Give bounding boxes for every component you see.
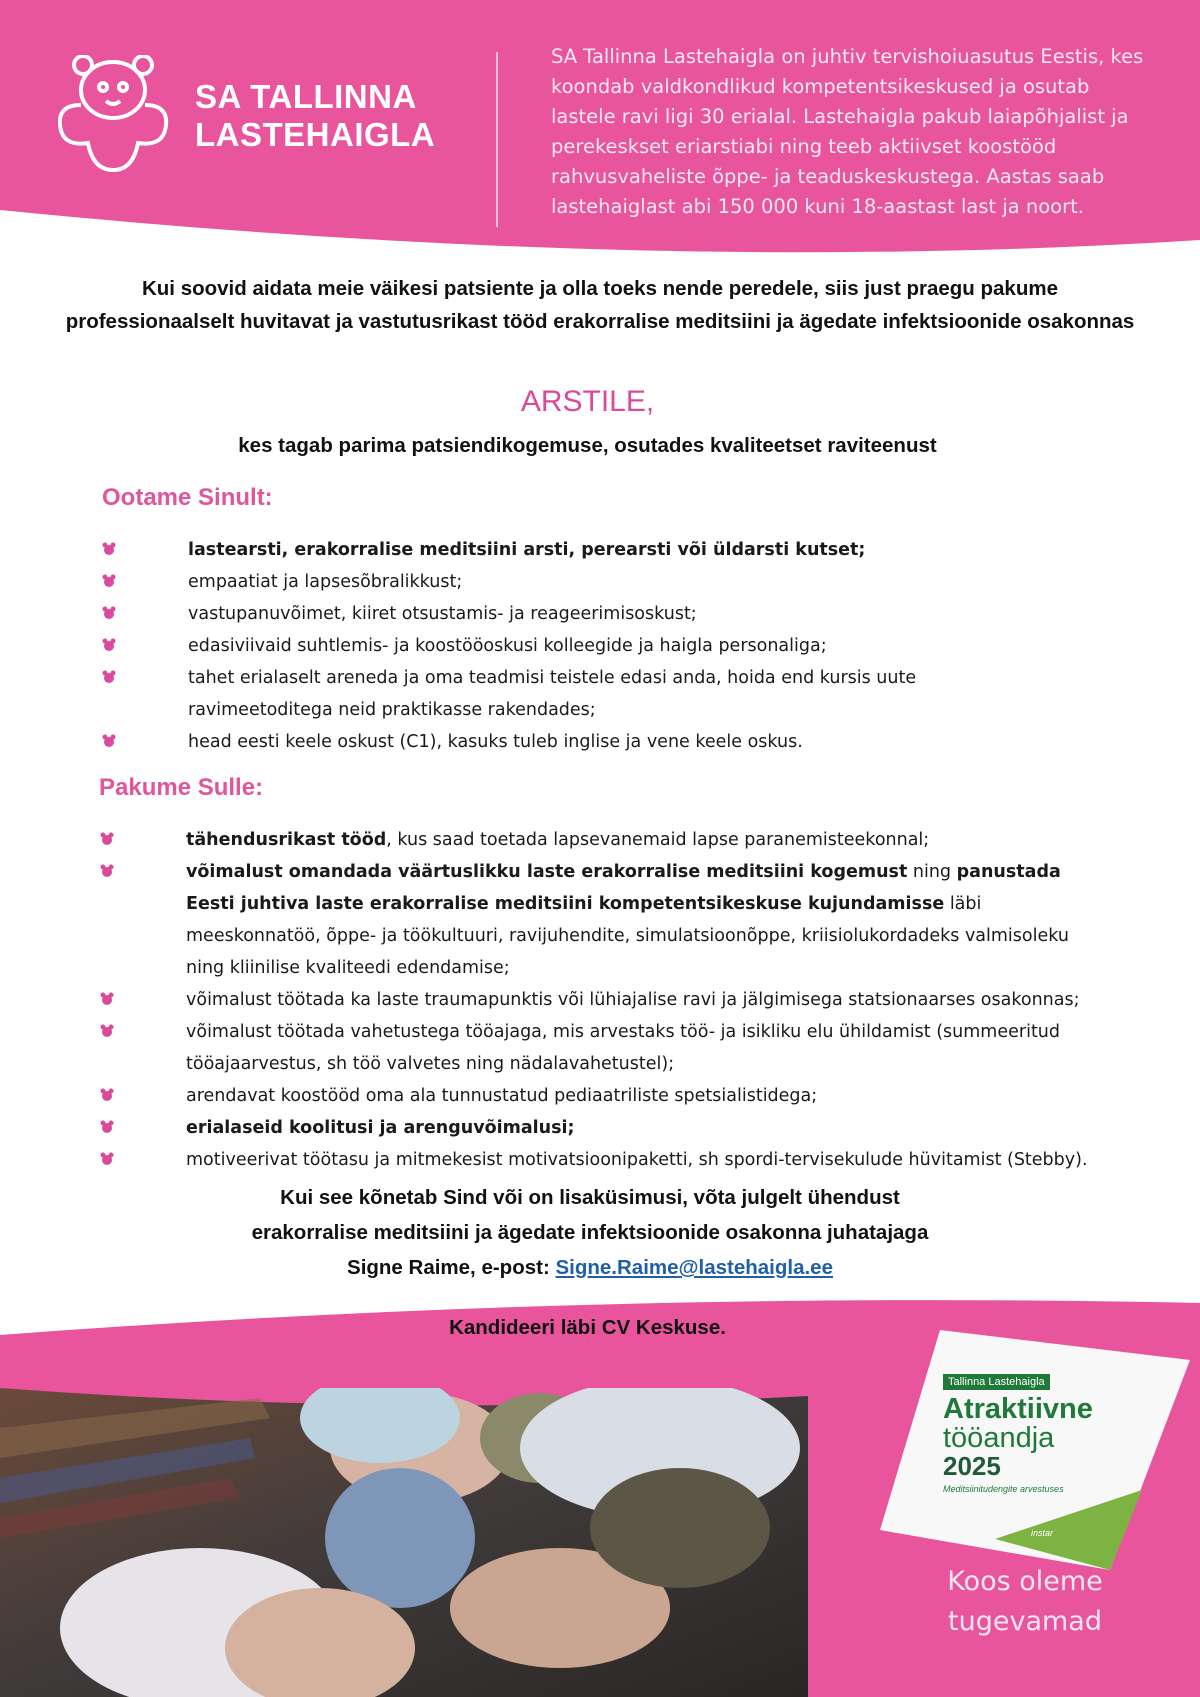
- list-item: [100, 824, 1110, 856]
- bear-bullet-icon: [100, 992, 114, 1006]
- logo-text: [195, 78, 435, 154]
- bear-bullet-icon: [100, 864, 114, 878]
- offer-text: , kus saad toetada lapsevanemaid lapse paranemisteekonnal;: [386, 830, 930, 850]
- list-item: [102, 534, 982, 566]
- contact-line-2: erakorralise meditsiini ja ägedate infektsioonide osakonna juhatajaga: [251, 1221, 929, 1244]
- bear-bullet-icon: [102, 670, 116, 684]
- bear-bullet-icon: [102, 606, 116, 620]
- badge-note: Meditsiinitudengite arvestuses: [943, 1484, 1064, 1494]
- babies-photo: [0, 1388, 808, 1697]
- offer-bold: erialaseid koolitusi ja arenguvõimalusi;: [186, 1118, 575, 1138]
- logo-line-1: SA TALLINNA: [195, 78, 417, 115]
- bear-bullet-icon: [100, 1152, 114, 1166]
- list-item: [100, 984, 1110, 1016]
- offers-list: [100, 824, 1110, 1176]
- requirements-title: Ootame Sinult:: [102, 484, 273, 511]
- contact-line-1: Kui see kõnetab Sind või on lisaküsimusi, võta julgelt ühendust: [280, 1186, 900, 1209]
- contact-block: [60, 1180, 1120, 1285]
- badge-subtitle: tööandja: [943, 1422, 1055, 1454]
- offer-bold: tähendusrikast tööd: [186, 830, 387, 850]
- bear-bullet-icon: [102, 638, 116, 652]
- offers-title: Pakume Sulle:: [99, 774, 264, 801]
- role-title: ARSTILE,: [520, 385, 655, 418]
- list-item: [102, 630, 982, 662]
- bear-bullet-icon: [100, 832, 114, 846]
- slogan-line-1: Koos oleme: [947, 1566, 1103, 1597]
- attractive-employer-badge: [943, 1370, 1153, 1494]
- lead-paragraph: Kui soovid aidata meie väikesi patsiente ja olla toeks nende peredele, siis just praegu pakume professionaalselt huvitavat ja vastutusrikast tööd erakorralise meditsiini ja ägedate infektsioonide osakonnas: [65, 277, 1135, 333]
- offer-bold: panustada Eesti juhtiva laste erakorralise meditsiini kompetentsikeskuse kujundamisse: [186, 862, 1061, 914]
- requirement-text: empaatiat ja lapsesõbralikkust;: [188, 572, 463, 592]
- header-divider: [496, 52, 498, 227]
- bear-bullet-icon: [100, 1024, 114, 1038]
- offer-text: võimalust töötada ka laste traumapunktis või lühiajalise ravi ja jälgimisega statsionaarses osakonnas;: [186, 990, 1080, 1010]
- intro-text: SA Tallinna Lastehaigla on juhtiv tervishoiuasutus Eestis, kes koondab valdkondlikud kompetentsikeskused ja osutab lastele ravi ligi 30 erialal. Lastehaigla pakub laiapõhjalist ja perekeskset eriarstiabi ning teeb aktiivset koostööd rahvusvaheliste õppe- ja teaduskeskustega. Aastas saab lastehaiglast abi 150 000 kuni 18-aastast last ja noort.: [551, 45, 1144, 218]
- list-item: [102, 726, 982, 758]
- logo-line-2: LASTEHAIGLA: [195, 116, 436, 153]
- list-item: [102, 566, 982, 598]
- list-item: [102, 598, 982, 630]
- slogan: [870, 1562, 1180, 1642]
- offer-text: motiveerivat töötasu ja mitmekesist motivatsioonipaketti, sh spordi-tervisekulude hüvitamist (Stebby).: [186, 1150, 1088, 1170]
- slogan-line-2: tugevamad: [948, 1606, 1102, 1637]
- badge-hospital-label: Tallinna Lastehaigla: [943, 1374, 1050, 1390]
- contact-line-3: [60, 1250, 1120, 1285]
- list-item: [100, 856, 1110, 984]
- apply-text: Kandideeri läbi CV Keskuse.: [449, 1316, 726, 1339]
- bear-bullet-icon: [102, 734, 116, 748]
- requirement-text: lastearsti, erakorralise meditsiini arsti, perearsti või üldarsti kutset;: [188, 540, 866, 560]
- requirement-text: edasiviivaid suhtlemis- ja koostööoskusi kolleegide ja haigla personaliga;: [188, 636, 827, 656]
- instar-logo: instar: [1031, 1528, 1054, 1538]
- requirement-text: vastupanuvõimet, kiiret otsustamis- ja reageerimisoskust;: [188, 604, 697, 624]
- bear-bullet-icon: [102, 542, 116, 556]
- list-item: [102, 662, 982, 726]
- requirement-text: tahet erialaselt areneda ja oma teadmisi teistele edasi anda, hoida end kursis uute ravimeetoditega neid praktikasse rakendades;: [188, 668, 917, 720]
- offer-bold: võimalust omandada väärtuslikku laste erakorralise meditsiini kogemust: [186, 862, 908, 882]
- list-item: [100, 1112, 1110, 1144]
- list-item: [100, 1144, 1110, 1176]
- contact-name: Signe Raime, e-post:: [347, 1256, 556, 1279]
- role-subtitle: kes tagab parima patsiendikogemuse, osutades kvaliteetset raviteenust: [238, 434, 937, 457]
- requirement-text: head eesti keele oskust (C1), kasuks tuleb inglise ja vene keele oskus.: [188, 732, 803, 752]
- requirements-list: [102, 534, 982, 758]
- badge-year: 2025: [943, 1451, 1001, 1481]
- bear-bullet-icon: [100, 1120, 114, 1134]
- offer-text: läbi meeskonnatöö, õppe- ja töökultuuri, ravijuhendite, simulatsioonõppe, kriisiolukordadeks valmisoleku ning kliinilise kvaliteedi edendamise;: [186, 894, 1069, 978]
- list-item: [100, 1080, 1110, 1112]
- email-link[interactable]: Signe.Raime@lastehaigla.ee: [555, 1256, 833, 1279]
- badge-title: Atraktiivne: [943, 1393, 1093, 1425]
- list-item: [100, 1016, 1110, 1080]
- bear-bullet-icon: [102, 574, 116, 588]
- offer-text: võimalust töötada vahetustega tööajaga, mis arvestaks töö- ja isikliku elu ühildamist (summeeritud tööajaarvestus, sh töö valvetes ning nädalavahetustel);: [186, 1022, 1061, 1074]
- offer-text: arendavat koostööd oma ala tunnustatud pediaatriliste spetsialistidega;: [186, 1086, 818, 1106]
- offer-text: ning: [907, 862, 957, 882]
- bear-bullet-icon: [100, 1088, 114, 1102]
